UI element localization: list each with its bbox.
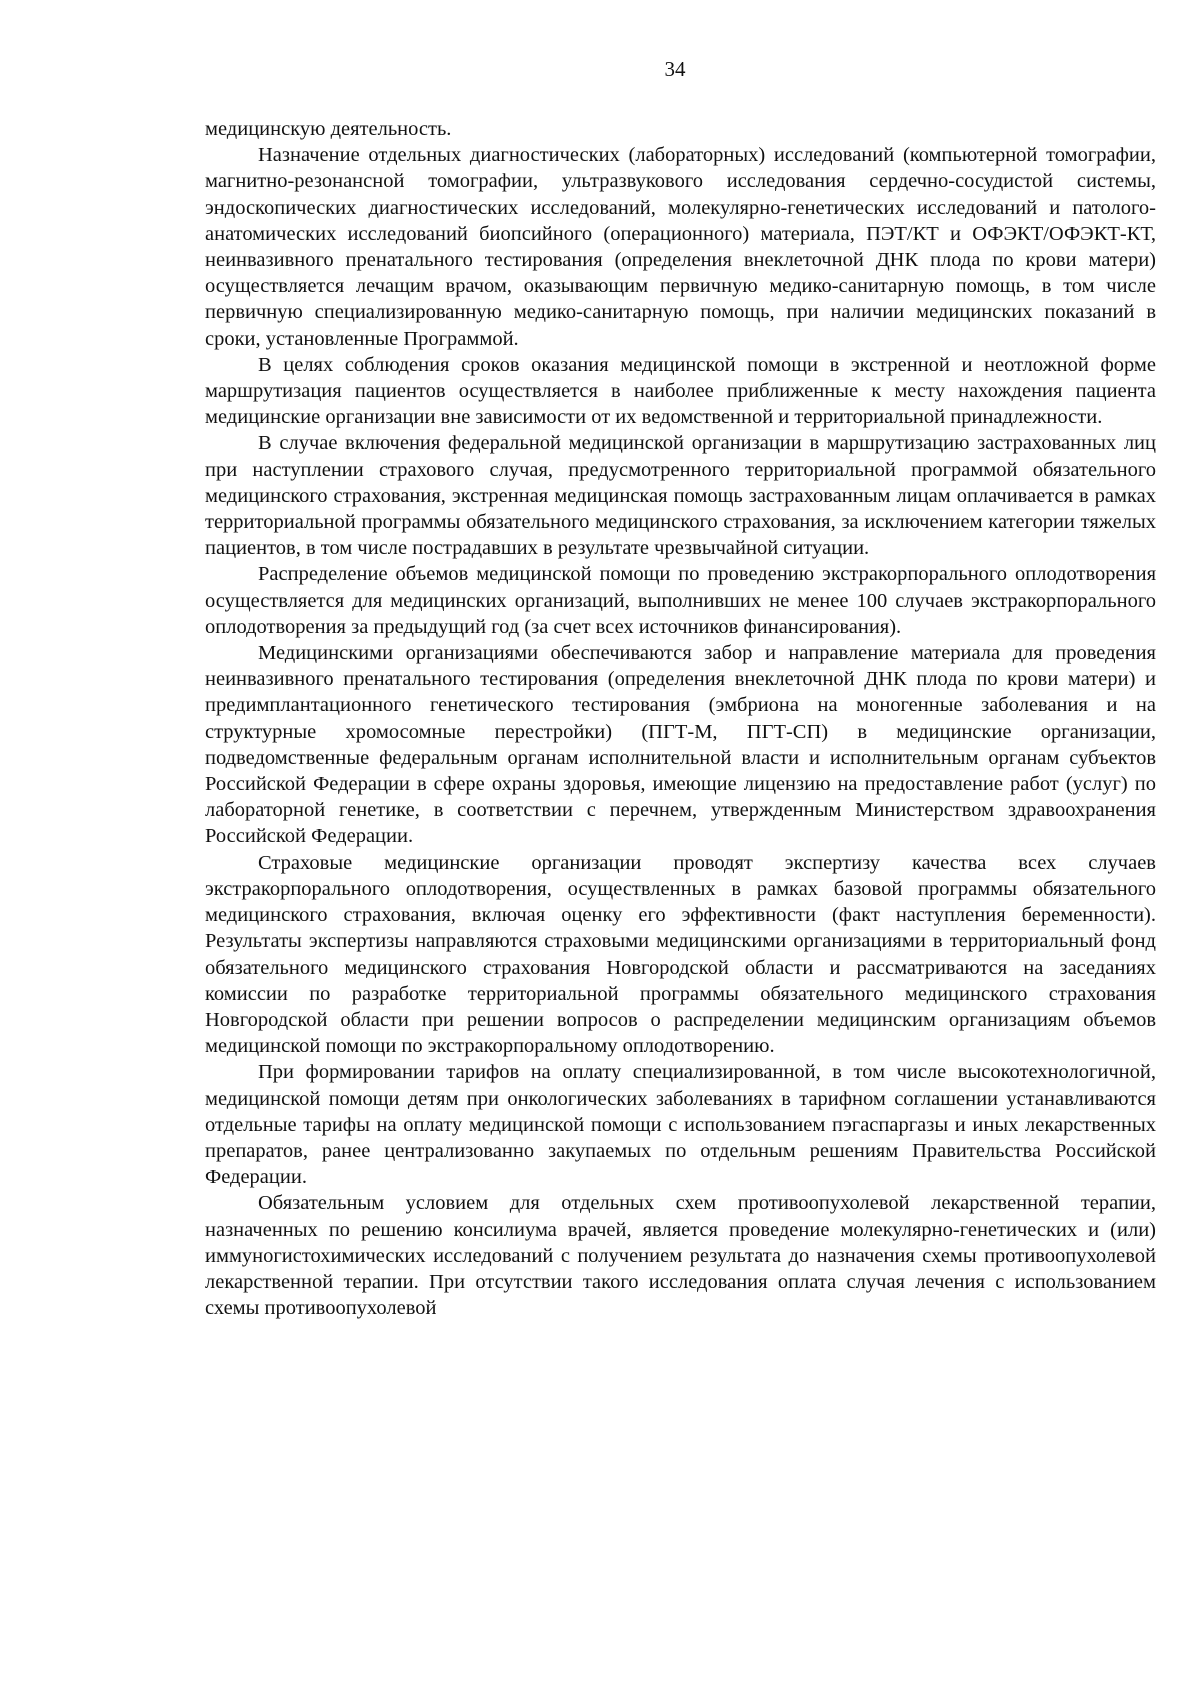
paragraph-federal-organization: В случае включения федеральной медицинской организации в маршрутизацию застрахованных лиц при наступлении страхового случая, предусмотренного территориальной программой обязательного медицинского страхования, экстренная медицинская помощь застрахованным лицам оплачивается в рамках территориальной программы обязательного медицинского страхования, за исключением категории тяжелых пациентов, в том числе пострадавших в результате чрезвычайной ситуации. bbox=[205, 432, 1156, 560]
document-body bbox=[205, 116, 1156, 1321]
paragraph-antitumor-therapy: Обязательным условием для отдельных схем противоопухолевой лекарственной терапии, назначенных по решению консилиума врачей, является проведение молекулярно-генетических и (или) иммуногистохимических исследований с получением результата до назначения схемы противоопухолевой лекарственной терапии. При отсутствии такого исследования оплата случая лечения с использованием схемы противоопухолевой bbox=[205, 1192, 1156, 1320]
paragraph-tariffs: При формировании тарифов на оплату специализированной, в том числе высокотехнологичной, медицинской помощи детям при онкологических заболеваниях в тарифном соглашении устанавливаются отдельные тарифы на оплату медицинской помощи с использованием пэгаспаргазы и иных лекарственных препаратов, ранее централизованно закупаемых по отдельным решениям Правительства Российской Федерации. bbox=[205, 1061, 1156, 1189]
paragraph-ivf-volumes: Распределение объемов медицинской помощи по проведению экстракорпорального оплодотворения осуществляется для медицинских организаций, выполнивших не менее 100 случаев экстракорпорального оплодотворения за предыдущий год (за счет всех источников финансирования). bbox=[205, 563, 1156, 638]
paragraph-routing: В целях соблюдения сроков оказания медицинской помощи в экстренной и неотложной форме маршрутизация пациентов осуществляется в наиболее приближенные к месту нахождения пациента медицинские организации вне зависимости от их ведомственной и территориальной принадлежности. bbox=[205, 353, 1156, 429]
paragraph-diagnostic-tests: Назначение отдельных диагностических (лабораторных) исследований (компьютерной томографии, магнитно-резонансной томографии, ультразвукового исследования сердечно-сосудистой системы, эндоскопических диагностических исследований, молекулярно-генетических исследований и патолого-анатомических исследований биопсийного (операционного) материала, ПЭТ/КТ и ОФЭКТ/ОФЭКТ-КТ, неинвазивного пренатального тестирования (определения внеклеточной ДНК плода по крови матери) осуществляется лечащим врачом, оказывающим первичную медико-санитарную помощь, в том числе первичную специализированную медико-санитарную помощь, при наличии медицинских показаний в сроки, установленные Программой. bbox=[205, 144, 1156, 350]
paragraph-insurance-expertise: Страховые медицинские организации проводят экспертизу качества всех случаев экстракорпорального оплодотворения, осуществленных в рамках базовой программы обязательного медицинского страхования, включая оценку его эффективности (факт наступления беременности). Результаты экспертизы направляются страховыми медицинскими организациями в территориальный фонд обязательного медицинского страхования Новгородской области и рассматриваются на заседаниях комиссии по разработке территориальной программы обязательного медицинского страхования Новгородской области при решении вопросов о распределении медицинским организациям объемов медицинской помощи по экстракорпоральному оплодотворению. bbox=[205, 851, 1156, 1058]
page-number: 34 bbox=[664, 57, 686, 81]
paragraph-prenatal-testing: Медицинскими организациями обеспечиваются забор и направление материала для проведения неинвазивного пренатального тестирования (определения внеклеточной ДНК плода по крови матери) и предимплантационного генетического тестирования (эмбриона на моногенные заболевания и на структурные хромосомные перестройки) (ПГТ-М, ПГТ-СП) в медицинские организации, подведомственные федеральным органам исполнительной власти и исполнительным органам субъектов Российской Федерации в сфере охраны здоровья, имеющие лицензию на предоставление работ (услуг) по лабораторной генетике, в соответствии с перечнем, утвержденным Министерством здравоохранения Российской Федерации. bbox=[205, 642, 1156, 848]
paragraph-continuation: медицинскую деятельность. bbox=[205, 118, 452, 140]
